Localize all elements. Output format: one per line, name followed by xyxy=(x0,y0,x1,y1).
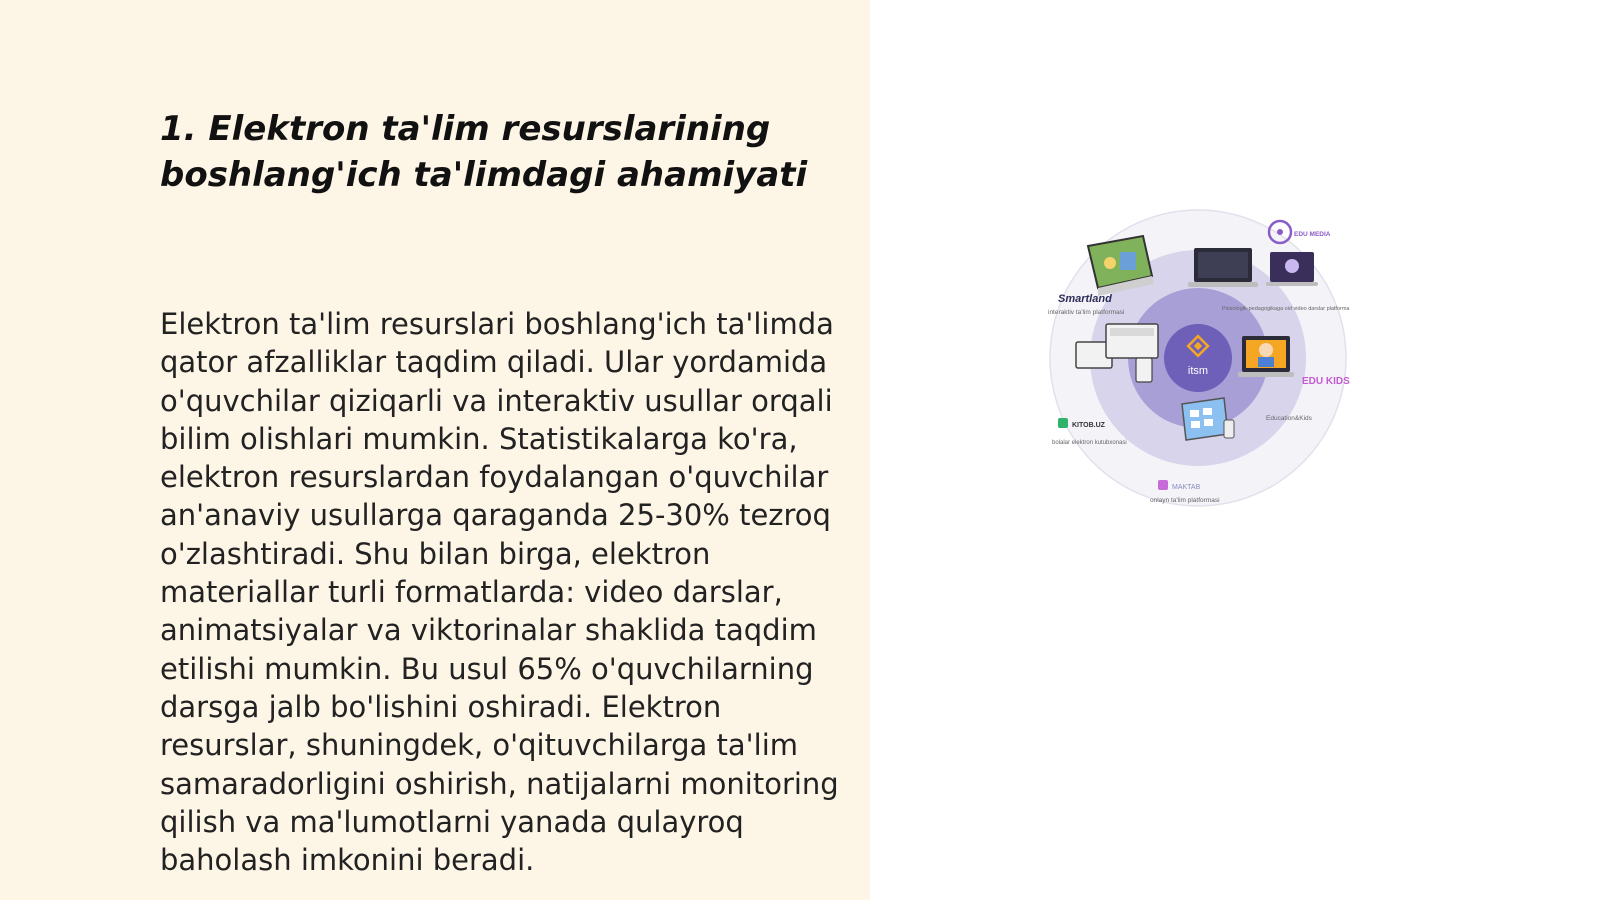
center-logo-text: itsm xyxy=(1187,365,1209,377)
edu-kids-badge: EDU KIDS xyxy=(1302,376,1350,387)
kitob-caption: bolalar elektron kutubxonasi xyxy=(1052,440,1127,446)
smartland-name: Smartland xyxy=(1058,293,1112,305)
edu-kids-caption: Education&Kids xyxy=(1266,415,1312,422)
slide-body-text: Elektron ta'lim resurslari boshlang'ich ta'limda qator afzalliklar taqdim qiladi. Ular yordamida o'quvchilar qiziqarli va interaktiv usullar orqali bilim olishlari mumkin. Statistikalarga ko'ra, elektron resurslardan foydalangan o'quvchilar an'anaviy usullarga qaraganda 25-30% tezroq o'zlashtiradi. Shu bilan birga, elektron materiallar turli formatlarda: video darslar, animatsiyalar va viktorinalar shaklida taqdim etilishi mumkin. Bu usul 65% o'quvchilarning darsga jalb bo'lishini oshiradi. Elektron resurslar, shuningdek, o'qituvchilarga ta'lim samaradorligini oshirish, natijalarni monitoring qilish va ma'lumotlarni yanada qulayroq baholash imkonini beradi. xyxy=(160,307,839,878)
edu-kids-laptop-icon xyxy=(1238,336,1294,377)
kitob-logo-icon xyxy=(1058,418,1068,428)
edu-media-caption: Psixologik-pedagogikaga oid video darslar platforma xyxy=(1222,306,1350,312)
maktab-caption: onlayn ta'lim platformasi xyxy=(1150,497,1220,504)
maktab-name: MAKTAB xyxy=(1172,484,1201,491)
slide-title: 1. Elektron ta'lim resurslarining boshlang'ich ta'limdagi ahamiyati xyxy=(160,109,808,195)
kitob-name: KITOB.UZ xyxy=(1072,422,1105,429)
maktab-logo-icon xyxy=(1158,480,1168,490)
edu-media-badge: EDU MEDIA xyxy=(1294,231,1331,238)
center-disc xyxy=(1164,324,1232,392)
platform-ecosystem-image xyxy=(1048,208,1368,518)
smartland-caption: interaktiv ta'lim platformasi xyxy=(1048,309,1125,316)
